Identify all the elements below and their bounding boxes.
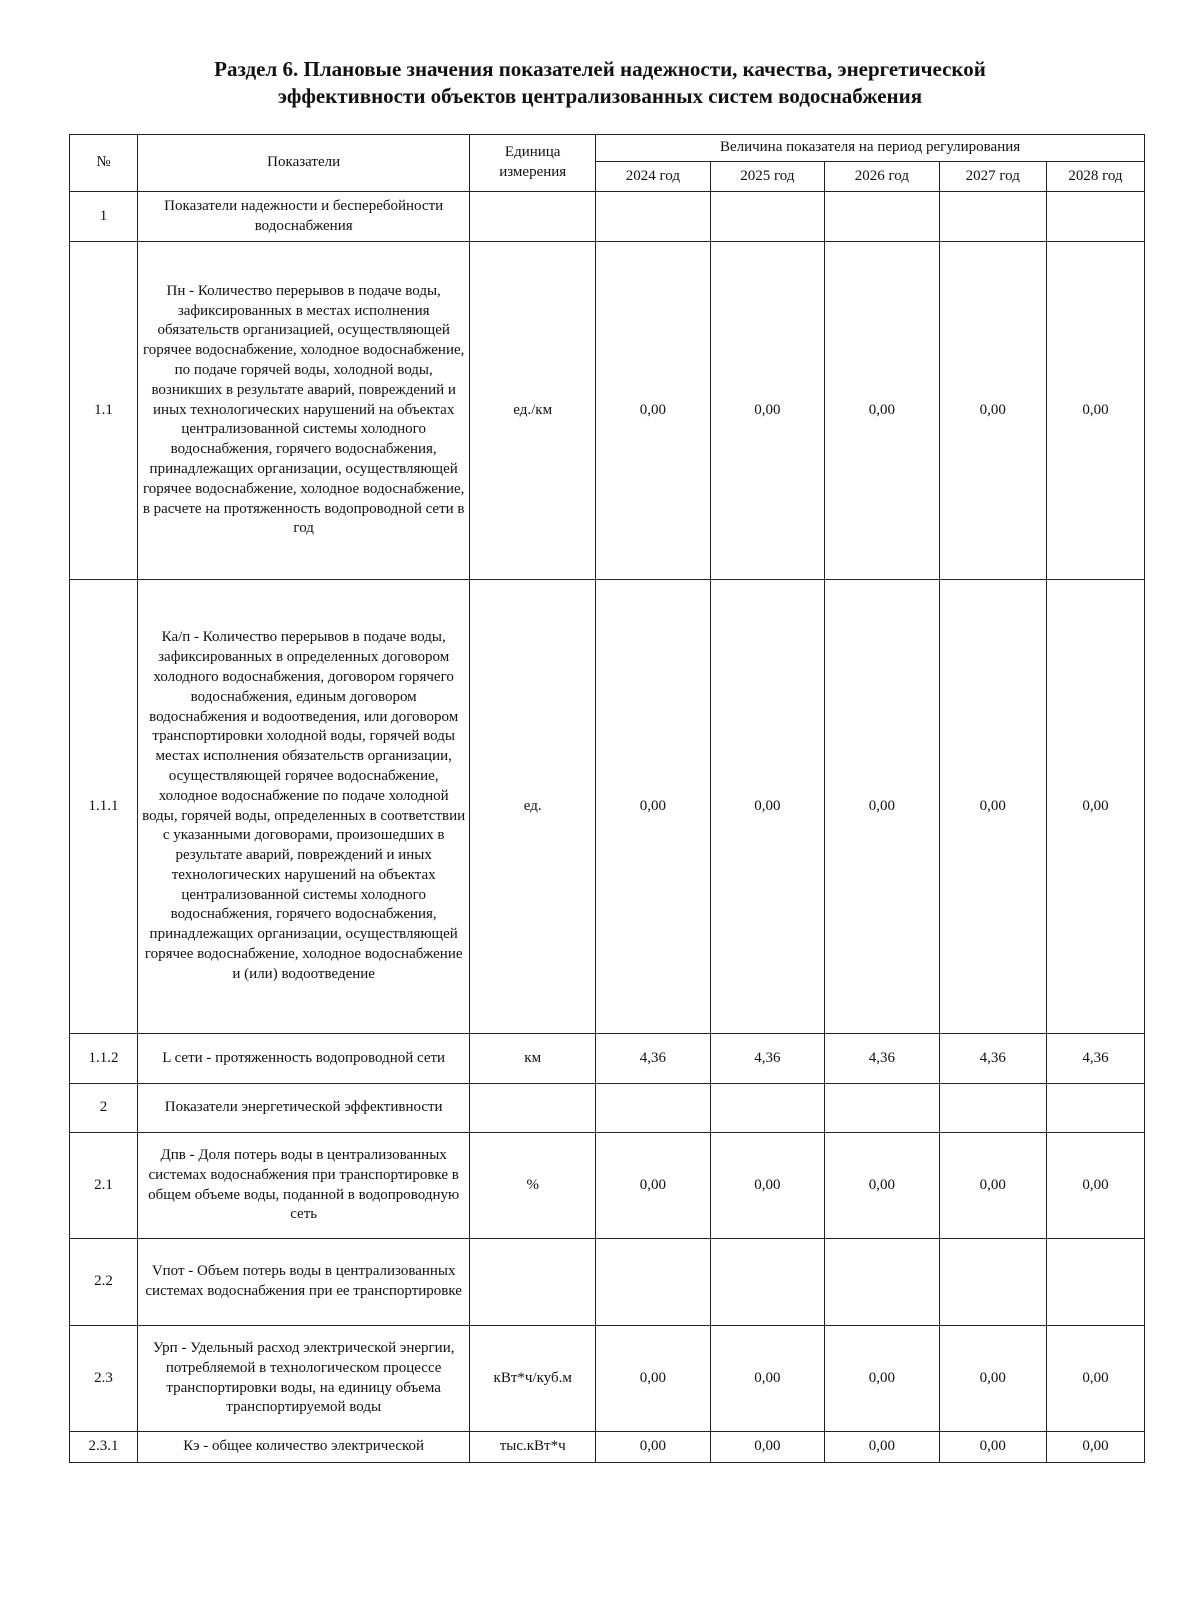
row-value-2028 [1046,1239,1144,1326]
row-num: 1.1 [70,242,138,580]
header-unit [470,135,596,192]
table-row [70,242,1145,580]
row-value-2026: 0,00 [825,1133,940,1239]
row-indicator: Дпв - Доля потерь воды в централизованных системах водоснабжения при транспортировке в общем объеме воды, поданной в водопроводную сеть [138,1133,470,1239]
row-value-2025: 0,00 [710,1133,825,1239]
row-value-2026: 0,00 [825,1432,940,1463]
table-row [70,192,1145,242]
row-value-2027 [939,1239,1046,1326]
row-value-2027: 0,00 [939,1326,1046,1432]
row-value-2024: 0,00 [596,580,711,1034]
row-unit: кВт*ч/куб.м [470,1326,596,1432]
table-row [70,580,1145,1034]
row-value-2025 [710,192,825,242]
header-num: № [70,135,138,192]
row-value-2025: 4,36 [710,1034,825,1084]
row-indicator: Показатели надежности и бесперебойности водоснабжения [138,192,470,242]
header-unit-line-1: Единица [504,144,561,161]
row-value-2024 [596,1084,711,1133]
row-value-2028 [1046,192,1144,242]
row-value-2027 [939,1084,1046,1133]
row-unit: км [470,1034,596,1084]
row-value-2027: 0,00 [939,1133,1046,1239]
row-value-2025 [710,1239,825,1326]
row-value-2028: 0,00 [1046,1326,1144,1432]
row-value-2026: 0,00 [825,242,940,580]
row-value-2026 [825,192,940,242]
header-unit-line-2: измерения [499,164,567,180]
table-row [70,1034,1145,1084]
table-row [70,1133,1145,1239]
row-unit: ед. [470,580,596,1034]
row-value-2024: 0,00 [596,242,711,580]
row-value-2026: 0,00 [825,1326,940,1432]
row-value-2024: 4,36 [596,1034,711,1084]
row-indicator: Показатели энергетической эффективности [138,1084,470,1133]
row-value-2024: 0,00 [596,1326,711,1432]
row-indicator: Vпот - Объем потерь воды в централизованных системах водоснабжения при ее транспортировке [138,1239,470,1326]
row-value-2027: 0,00 [939,242,1046,580]
row-value-2027 [939,192,1046,242]
row-unit [470,1084,596,1133]
row-value-2024 [596,1239,711,1326]
row-value-2025: 0,00 [710,1326,825,1432]
page-title [0,56,1200,110]
row-unit: тыс.кВт*ч [470,1432,596,1463]
row-value-2028: 4,36 [1046,1034,1144,1084]
row-num: 2.2 [70,1239,138,1326]
row-num: 2.3.1 [70,1432,138,1463]
row-num: 1 [70,192,138,242]
row-value-2028 [1046,1084,1144,1133]
row-value-2024: 0,00 [596,1432,711,1463]
row-value-2026 [825,1084,940,1133]
row-value-2025 [710,1084,825,1133]
row-num: 1.1.2 [70,1034,138,1084]
row-value-2025: 0,00 [710,580,825,1034]
row-num: 2 [70,1084,138,1133]
row-indicator: Ка/п - Количество перерывов в подаче воды, зафиксированных в определенных договором холодного водоснабжения, договором горячего водоснабжения, единым договором водоснабжения и водоотведения, или договором транспортировки холодной воды, горячей воды местах исполнения обязательств организации, осуществляющей горячее водоснабжение, холодное водоснабжение по подаче холодной воды, горячей воды, определенных в соответствии с указанными договорами, произошедших в результате аварий, повреждений и иных технологических нарушений на объектах централизованной системы холодного водоснабжения, горячего водоснабжения, принадлежащих организации, осуществляющей горячее водоснабжение, холодное водоснабжение и (или) водоотведение [138,580,470,1034]
row-unit [470,1239,596,1326]
row-value-2024: 0,00 [596,1133,711,1239]
header-year-2025: 2025 год [710,162,825,192]
row-num: 2.3 [70,1326,138,1432]
row-value-2028: 0,00 [1046,1432,1144,1463]
header-indicator: Показатели [138,135,470,192]
row-unit [470,192,596,242]
row-num: 1.1.1 [70,580,138,1034]
header-year-2027: 2027 год [939,162,1046,192]
row-value-2027: 0,00 [939,1432,1046,1463]
indicators-table [69,134,1145,1463]
row-value-2024 [596,192,711,242]
row-value-2026: 0,00 [825,580,940,1034]
header-year-2024: 2024 год [596,162,711,192]
row-value-2025: 0,00 [710,1432,825,1463]
row-indicator: L сети - протяженность водопроводной сети [138,1034,470,1084]
row-indicator: Урп - Удельный расход электрической энергии, потребляемой в технологическом процессе транспортировки воды, на единицу объема транспортируемой воды [138,1326,470,1432]
header-year-2026: 2026 год [825,162,940,192]
table-row [70,1239,1145,1326]
row-value-2026 [825,1239,940,1326]
header-row-1 [70,135,1145,162]
row-value-2027: 0,00 [939,580,1046,1034]
row-value-2027: 4,36 [939,1034,1046,1084]
row-value-2028: 0,00 [1046,242,1144,580]
title-line-2: эффективности объектов централизованных систем водоснабжения [277,84,923,108]
header-year-2028: 2028 год [1046,162,1144,192]
row-value-2026: 4,36 [825,1034,940,1084]
row-value-2028: 0,00 [1046,580,1144,1034]
row-value-2028: 0,00 [1046,1133,1144,1239]
row-indicator: Пн - Количество перерывов в подаче воды, зафиксированных в местах исполнения обязательств организацией, осуществляющей горячее водоснабжение, холодное водоснабжение, по подаче горячей воды, холодной воды, возникших в результате аварий, повреждений и иных технологических нарушений на объектах централизованной системы холодного водоснабжения, горячего водоснабжения, принадлежащих организации, осуществляющей горячее водоснабжение, холодное водоснабжение, в расчете на протяженность водопроводной сети в год [138,242,470,580]
header-period: Величина показателя на период регулирования [596,135,1145,162]
row-unit: % [470,1133,596,1239]
row-value-2025: 0,00 [710,242,825,580]
row-indicator: Кэ - общее количество электрической [138,1432,470,1463]
row-unit: ед./км [470,242,596,580]
title-line-1: Раздел 6. Плановые значения показателей надежности, качества, энергетической [214,57,986,81]
row-num: 2.1 [70,1133,138,1239]
table-row [70,1432,1145,1463]
table-row [70,1084,1145,1133]
table-row [70,1326,1145,1432]
